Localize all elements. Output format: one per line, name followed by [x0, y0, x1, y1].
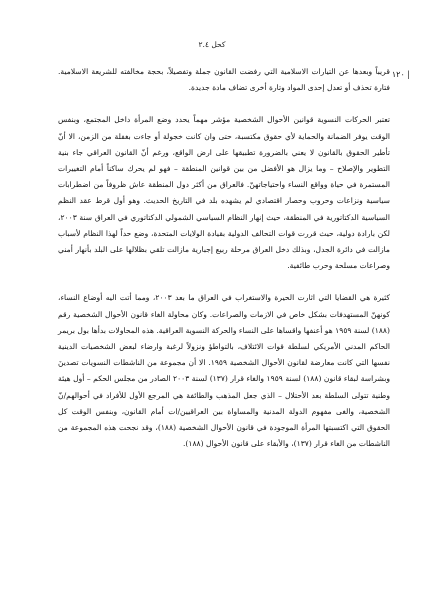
paragraph-intro: قريباً وبعدها عن التيارات الاسلامية التي رفضت القانون جملة وتفصيلاً، بحجة مخالفته للشريعة الاسلامية. فتارة تحذف أو تعدل إحدى المواد وتارة أخرى تضاف مادة جديدة.: [58, 67, 390, 93]
page-number: | ١٢٠: [391, 70, 410, 79]
body-text: [58, 64, 390, 452]
paragraph-feminist-movements: تعتبر الحركات النسوية قوانين الأحوال الشخصية مؤشر مهماً يحدد وضع المرأة داخل المجتمع، وبنفس الوقت يوفر الضمانة والحماية لأي حقوق مكتسبة، حتى وان كانت خجولة أو جاءت بغفلة من الزمن، الا أنّ تأطير الحقوق بالقانون لا يعني بالضرورة تطبيقها على ارض الواقع، ورغم أنّ القانون العراقي جاء بنية التطوير والإصلاح – وما يزال هو الأفضل من بين قوانين المنطقة – فهو لم يحرك ساكناً أمام التغييرات المستمرة في حياة وواقع النساء واحتياجاتهنّ. فالعراق من أكثر دول المنطقة عاش ظروفاً من اضطرابات سياسية ونزاعات وحروب وحصار اقتصادي لم يشهده بلد في التاريخ الحديث. وهو أول قرط عقد النظم السياسية الدكتاتورية في المنطقة، حيث إنهار النظام السياسي الشمولي الدكتاتوري في العراق سنة ٢٠٠٣، لكن بارادة دولية، حيث قررت قوات التحالف الدولية بقيادة الولايات المتحدة، وضع حداً لهذا النظام لأسباب مازالت في دائرة الجدل، وبذلك دخل العراق مرحلة ربيع إجبارية مازالت تلقي بظلالها على البلد بأنهار أمني وصراعات مسلحة وحرب طائفية.: [58, 115, 390, 271]
running-header: كحل ٢.٤: [198, 40, 226, 49]
paragraph-post-2003: كثيرة هي القضايا التي اثارت الحيرة والاستغراب في العراق ما بعد ٢٠٠٣، ومما أتت اليه أوضاع النساء، كونهنّ المستهدفات بشكل خاص في الازمات والصراعات. وكان محاولة الغاء قانون الأحوال الشخصية رقم (١٨٨) لسنة ١٩٥٩ هو أعنفها واقساها على النساء والحركة النسوية العراقية. هذه المحاولات بدأها بول بريمر الحاكم المدني الأمريكي لسلطة قوات الائتلاف، بالتواطؤ ونزولاً لرغبة وارضاء لبعض الشخصيات الدينية نفسها التي كانت معارضة لقانون الأحوال الشخصية ١٩٥٩. الا أن مجموعة من الناشطات النسويات تصدينَ وبشراسة لبقاء قانون (١٨٨) لسنة ١٩٥٩ والغاء قرار (١٣٧) لسنة ٢٠٠٣ الصادر من مجلس الحكم – أول هيئة وطنية تتولى السلطة بعد الأحتلال – الذي جعل المذهب والطائفة هي المرجع الأول للأفراد في أحوالهم/نّ الشخصية، والغى مفهوم الدولة المدنية والمساواة بين العراقيين/ات أمام القانون، وبنفس الوقت كل الحقوق التي اكتسبتها المرأة الموجودة في قانون الأحوال الشخصية (١٨٨)، وقد نجحت هذه المجموعة من الناشطات من الغاء قرار (١٣٧)، والأبقاء على قانون الأحوال (١٨٨).: [58, 293, 391, 449]
